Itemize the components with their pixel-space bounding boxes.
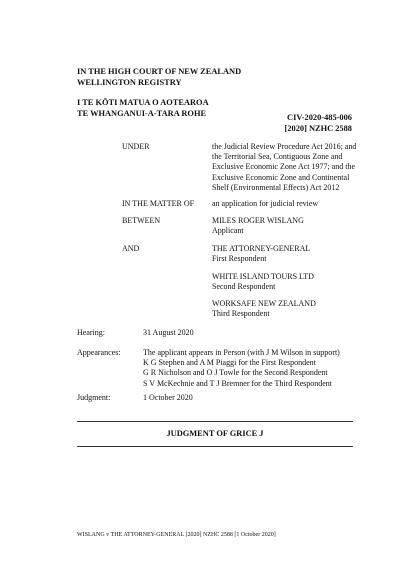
applicant-role: Applicant — [212, 226, 244, 236]
case-number: CIV-2020-485-006 — [287, 113, 352, 122]
first-respondent-role: First Respondent — [212, 254, 267, 264]
appearances-label: Appearances: — [77, 348, 121, 357]
second-respondent-name: WHITE ISLAND TOURS LTD — [212, 272, 314, 281]
third-respondent-name: WORKSAFE NEW ZEALAND — [212, 299, 316, 308]
third-respondent-role: Third Respondent — [212, 309, 270, 319]
under-line: the Judicial Review Procedure Act 2016; and — [212, 142, 357, 151]
judgment-title: JUDGMENT OF GRICE J — [166, 429, 264, 438]
under-text — [212, 142, 377, 193]
hearing-label: Hearing: — [77, 328, 105, 337]
in-the-matter-of-label: IN THE MATTER OF — [122, 199, 195, 208]
under-label: UNDER — [122, 142, 150, 151]
registry-maori-line: TE WHANGANUI-A-TARA ROHE — [77, 108, 207, 118]
hearing-date: 31 August 2020 — [143, 328, 194, 337]
appearance-entry: S V McKechnie and T J Bremner for the Third Respondent — [143, 378, 333, 388]
under-line: the Territorial Sea, Contiguous Zone and — [212, 152, 343, 162]
appearance-entry: K G Stephen and A M Piaggi for the First Respondent — [143, 358, 316, 368]
judgment-label: Judgment: — [77, 393, 111, 402]
and-label: AND — [122, 244, 140, 253]
appearances-list — [143, 348, 383, 389]
appearance-entry: G R Nicholson and O J Towle for the Second Respondent — [143, 368, 328, 378]
applicant — [212, 216, 377, 236]
under-line: Exclusive Economic Zone and Continental — [212, 172, 350, 182]
under-line: Exclusive Economic Zone Act 1977; and the — [212, 162, 356, 172]
judgment-date: 1 October 2020 — [143, 393, 193, 402]
first-respondent — [212, 244, 377, 264]
matter-text: an application for judicial review — [212, 199, 319, 208]
registry-line: WELLINGTON REGISTRY — [77, 77, 182, 87]
case-reference — [285, 113, 352, 134]
court-name-maori — [77, 98, 209, 119]
second-respondent-role: Second Respondent — [212, 282, 276, 292]
court-name-line: IN THE HIGH COURT OF NEW ZEALAND — [77, 67, 242, 76]
between-label: BETWEEN — [122, 216, 161, 225]
court-name-english — [77, 67, 241, 88]
first-respondent-name: THE ATTORNEY-GENERAL — [212, 244, 311, 253]
divider-bottom — [77, 446, 353, 447]
page-footer: WISLANG v THE ATTORNEY-GENERAL [2020] NZHC 2588 [1 October 2020] — [77, 532, 276, 538]
divider-top — [77, 421, 353, 422]
court-name-maori-line: I TE KŌTI MATUA O AOTEAROA — [77, 98, 209, 107]
applicant-name: MILES ROGER WISLANG — [212, 216, 304, 225]
under-line: Shelf (Environmental Effects) Act 2012 — [212, 182, 340, 192]
second-respondent — [212, 272, 377, 292]
appearance-entry: The applicant appears in Person (with J M Wilson in support) — [143, 348, 340, 357]
third-respondent — [212, 299, 377, 319]
neutral-citation: [2020] NZHC 2588 — [284, 123, 352, 133]
